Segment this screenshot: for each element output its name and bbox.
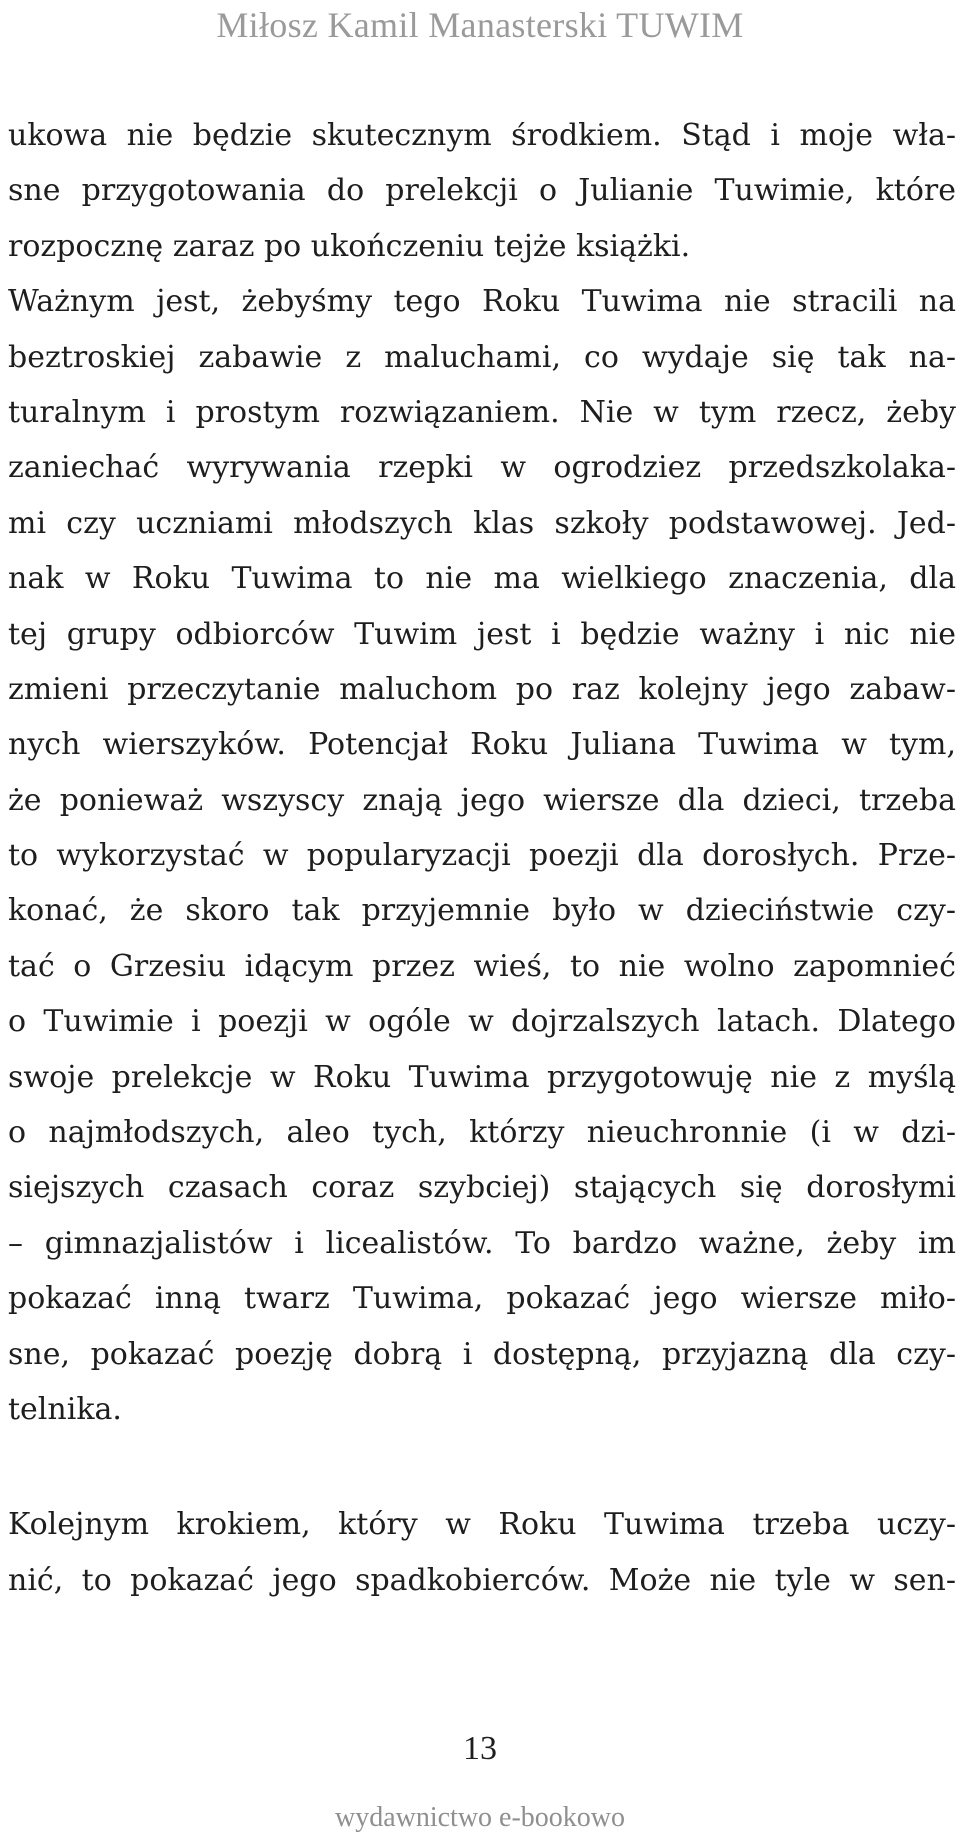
text-line: konać, że skoro tak przyjemnie było w dzieciństwie czy- [8, 893, 956, 929]
text-line: tej grupy odbiorców Tuwim jest i będzie ważny i nic nie [8, 616, 956, 652]
text-line: Kolejnym krokiem, który w Roku Tuwima trzeba uczy- [8, 1507, 956, 1543]
text-line: pokazać inną twarz Tuwima, pokazać jego wiersze miło- [8, 1281, 956, 1317]
text-line: turalnym i prostym rozwiązaniem. Nie w tym rzecz, żeby [8, 394, 956, 430]
text-line: siejszych czasach coraz szybciej) stających się dorosłymi [8, 1170, 956, 1206]
text-line: ukowa nie będzie skutecznym środkiem. Stąd i moje wła- [8, 118, 956, 153]
running-header: Miłosz Kamil Manasterski TUWIM [216, 5, 744, 45]
text-line: zmieni przeczytanie maluchom po raz kolejny jego zabaw- [8, 671, 956, 707]
text-line: zaniechać wyrywania rzepki w ogrodziez przedszkolaka- [8, 450, 956, 486]
text-line: że ponieważ wszyscy znają jego wiersze dla dzieci, trzeba [8, 782, 956, 818]
body-text [8, 108, 956, 1608]
page-number: 13 [463, 1730, 497, 1767]
text-line: nić, to pokazać jego spadkobierców. Może nie tyle w sen- [8, 1562, 956, 1598]
text-line: – gimnazjalistów i licealistów. To bardzo ważne, żeby im [8, 1225, 956, 1261]
text-line: telnika. [8, 1391, 122, 1427]
text-line: beztroskiej zabawie z maluchami, co wydaje się tak na- [8, 339, 956, 375]
text-line: nak w Roku Tuwima to nie ma wielkiego znaczenia, dla [8, 561, 956, 597]
text-line: to wykorzystać w popularyzacji poezji dla dorosłych. Prze- [8, 838, 956, 874]
text-line: nych wierszyków. Potencjał Roku Juliana Tuwima w tym, [8, 727, 956, 763]
text-line: sne przygotowania do prelekcji o Julianie Tuwimie, które [8, 173, 956, 209]
text-line: tać o Grzesiu idącym przez wieś, to nie wolno zapomnieć [8, 948, 956, 984]
text-line: mi czy uczniami młodszych klas szkoły podstawowej. Jed- [8, 505, 956, 541]
text-line: sne, pokazać poezję dobrą i dostępną, przyjazną dla czy- [8, 1336, 956, 1372]
text-line: o najmłodszych, aleo tych, którzy nieuchronnie (i w dzi- [8, 1115, 956, 1151]
paragraph-spacer [8, 1437, 956, 1497]
text-line: rozpocznę zaraz po ukończeniu tejże książki. [8, 228, 691, 264]
text-line: o Tuwimie i poezji w ogóle w dojrzalszych latach. Dlatego [8, 1004, 956, 1040]
text-line: swoje prelekcje w Roku Tuwima przygotowuję nie z myślą [8, 1059, 956, 1095]
text-line: Ważnym jest, żebyśmy tego Roku Tuwima nie stracili na [8, 284, 956, 320]
paragraph [8, 1497, 956, 1608]
publisher-footer: wydawnictwo e-bookowo [334, 1802, 626, 1833]
paragraph [8, 108, 956, 1437]
